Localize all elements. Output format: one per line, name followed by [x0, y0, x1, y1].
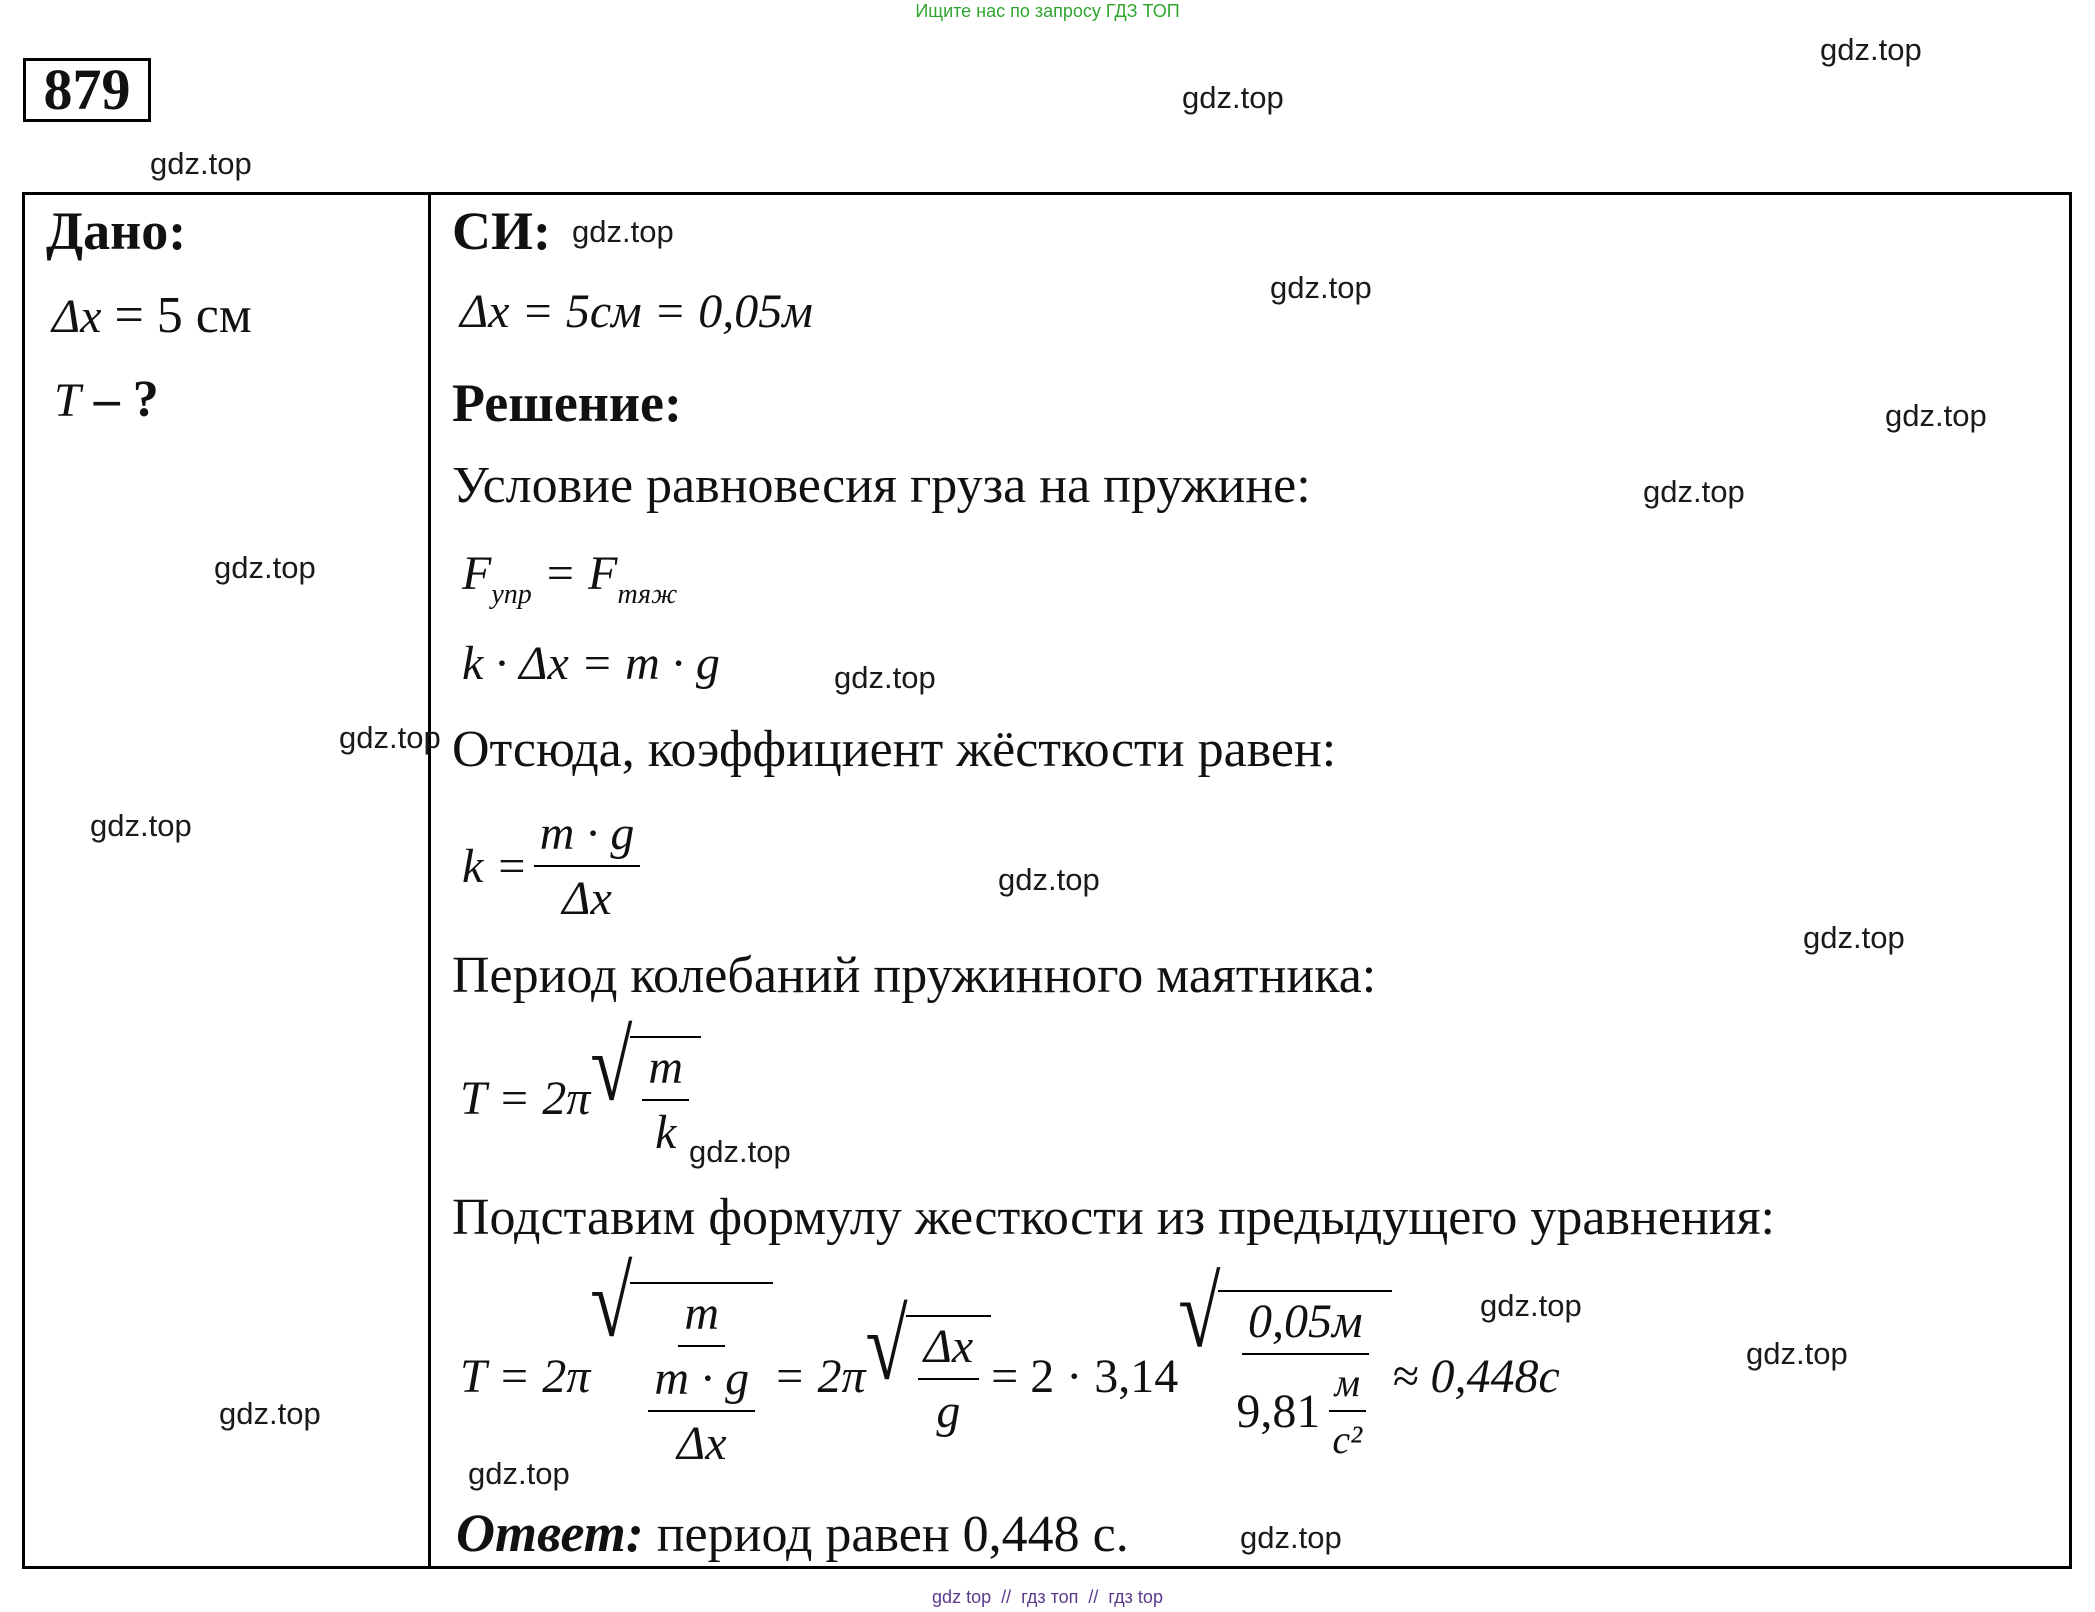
- final-sqrt-2: √ $\frac{\Delta x}{g}$: [866, 1315, 992, 1439]
- equilibrium-text: Условие равновесия груза на пружине:: [452, 457, 1311, 514]
- hooke-equation: k · Δx = m · g: [462, 637, 720, 690]
- footer-links: gdz top // гдз топ // гдз top: [932, 1587, 1163, 1607]
- final-sqrt-3: √ 0,05м 9,81 $\frac{м}{\text{с²}}$: [1178, 1290, 1392, 1463]
- watermark: gdz.top: [339, 720, 441, 755]
- answer-text: период равен 0,448 с.: [643, 1506, 1129, 1563]
- solution-title: Решение:: [452, 373, 682, 433]
- given-T: [54, 370, 159, 429]
- final-unit-s2: с²: [1332, 1417, 1363, 1462]
- given-T-question: – ?: [80, 371, 159, 428]
- si-title: СИ:: [452, 201, 551, 261]
- watermark: gdz.top: [1240, 1520, 1342, 1555]
- period-lhs: T = 2π: [460, 1071, 591, 1125]
- f-upr-subscript: упр: [491, 579, 532, 610]
- final-eq3: = 2 · 3,14: [991, 1350, 1179, 1403]
- period-numerator: m: [642, 1040, 689, 1101]
- f-tyazh-symbol: = F: [531, 547, 618, 600]
- final-dx: Δx: [677, 1417, 727, 1470]
- given-dx-value: = 5 см: [101, 287, 252, 344]
- k-lhs: k =: [462, 839, 528, 893]
- watermark: gdz.top: [998, 862, 1100, 897]
- given-dx-symbol: Δx: [52, 290, 102, 343]
- k-fraction: [534, 806, 641, 926]
- watermark: gdz.top: [1270, 270, 1372, 305]
- given-title: Дано:: [46, 201, 187, 261]
- column-divider: [428, 192, 431, 1569]
- final-sqrt-1: √ $\frac{m}{\frac{m \cdot g}{\Delta x}}$: [590, 1282, 773, 1471]
- final-formula: [460, 1247, 1560, 1471]
- given-T-symbol: T: [54, 374, 81, 427]
- period-sqrt: √ $\frac{m}{k}$: [590, 1036, 701, 1160]
- watermark: gdz.top: [90, 808, 192, 843]
- final-dx2: Δx: [918, 1319, 979, 1380]
- answer: [456, 1502, 1129, 1564]
- period-text: Период колебаний пружинного маятника:: [452, 947, 1377, 1004]
- final-result: ≈ 0,448с: [1392, 1350, 1560, 1403]
- stiffness-formula: [462, 806, 646, 926]
- watermark: gdz.top: [1803, 920, 1905, 955]
- f-tyazh-subscript: тяж: [617, 579, 678, 610]
- watermark: gdz.top: [1820, 32, 1922, 67]
- watermark: gdz.top: [572, 214, 674, 249]
- final-eq2: = 2π: [773, 1350, 866, 1403]
- final-981: 9,81: [1236, 1384, 1321, 1438]
- k-numerator: m · g: [534, 806, 641, 867]
- given-dx: [52, 286, 252, 345]
- watermark: gdz.top: [214, 550, 316, 585]
- watermark: gdz.top: [834, 660, 936, 695]
- problem-number: 879: [23, 58, 151, 122]
- final-m: m: [678, 1286, 725, 1347]
- answer-label: Ответ:: [456, 1503, 644, 1563]
- final-lhs: T = 2π: [460, 1350, 591, 1403]
- force-equation: [462, 546, 677, 611]
- watermark: gdz.top: [1182, 80, 1284, 115]
- watermark: gdz.top: [219, 1396, 321, 1431]
- top-banner: Ищите нас по запросу ГДЗ ТОП: [915, 1, 1180, 21]
- watermark: gdz.top: [150, 146, 252, 181]
- watermark: gdz.top: [1643, 474, 1745, 509]
- stiffness-text: Отсюда, коэффициент жёсткости равен:: [452, 721, 1337, 778]
- watermark: gdz.top: [468, 1456, 570, 1491]
- period-formula: [460, 1010, 701, 1160]
- final-mg: m · g: [648, 1351, 755, 1412]
- f-upr-symbol: F: [462, 547, 492, 600]
- watermark: gdz.top: [689, 1134, 791, 1169]
- final-unit-m: м: [1329, 1359, 1367, 1412]
- si-conversion: Δx = 5см = 0,05м: [460, 285, 813, 338]
- period-denominator: k: [655, 1106, 677, 1159]
- watermark: gdz.top: [1480, 1288, 1582, 1323]
- substitute-text: Подставим формулу жесткости из предыдущего уравнения:: [452, 1189, 1775, 1246]
- final-numerator: 0,05м: [1242, 1294, 1369, 1355]
- k-denominator: Δx: [562, 872, 612, 925]
- final-g: g: [936, 1384, 961, 1438]
- watermark: gdz.top: [1885, 398, 1987, 433]
- watermark: gdz.top: [1746, 1336, 1848, 1371]
